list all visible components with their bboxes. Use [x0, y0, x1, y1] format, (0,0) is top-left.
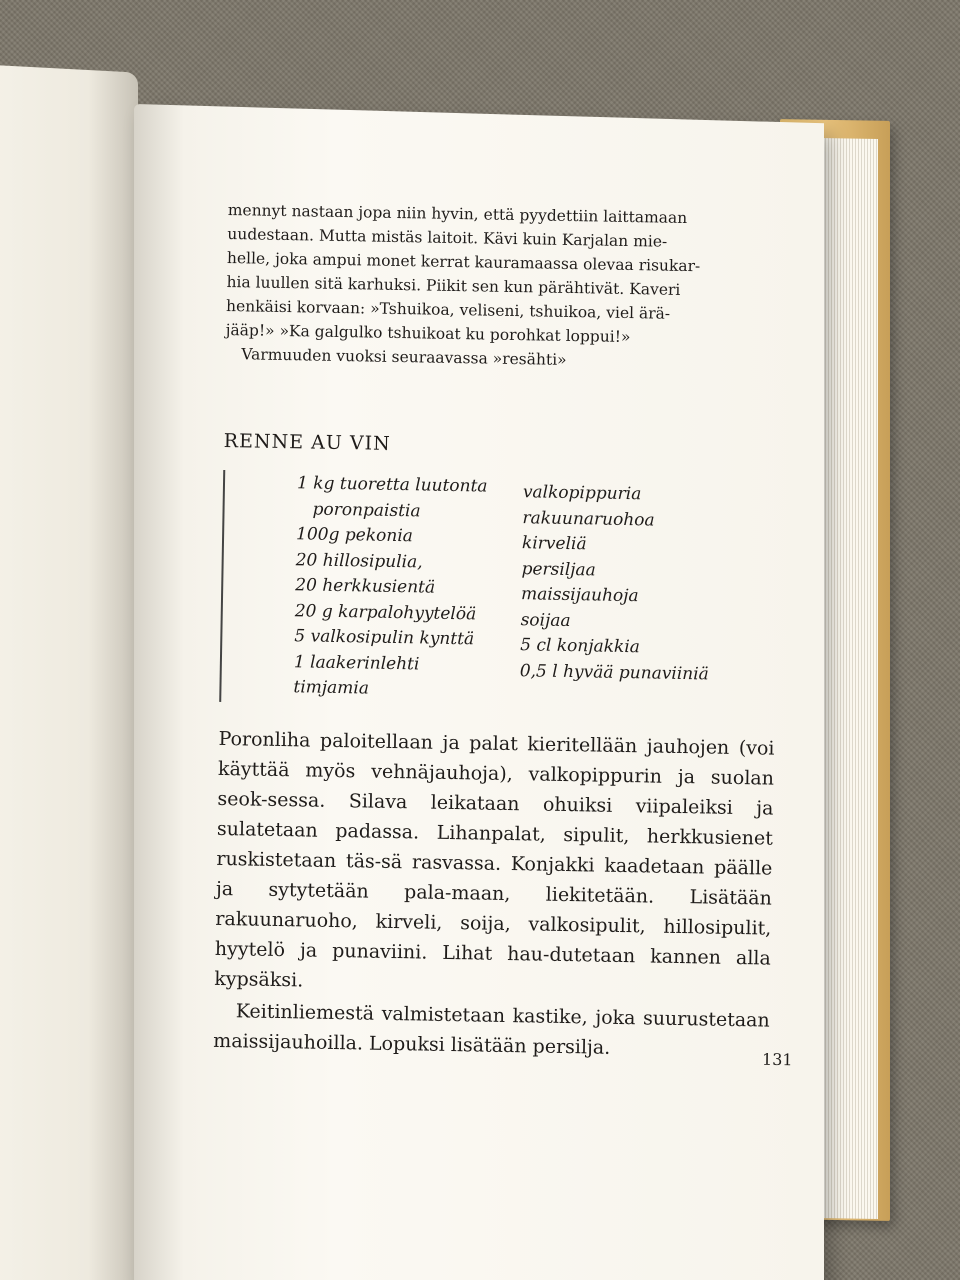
ingredient-item: 5 valkosipulin kynttä: [294, 626, 475, 650]
intro-line: mennyt nastaan jopa niin hyvin, että pyydettiin laittamaan: [227, 200, 688, 228]
ingredient-item: soijaa: [520, 609, 571, 631]
method-text: [213, 724, 775, 1066]
intro-line: jääp!» »Ka galgulko tshuikoat ku porohkat loppui!»: [225, 320, 631, 347]
page-number: 131: [761, 1049, 793, 1070]
intro-line: uudestaan. Mutta mistäs laitoit. Kävi kuin Karjalan mie-: [227, 224, 668, 251]
ingredient-item: 20 hillosipulia,: [295, 549, 423, 572]
intro-paragraph: [225, 198, 728, 375]
ingredient-item: 1 kg tuoretta luutonta: [296, 473, 488, 497]
method-paragraph: Keitinliemestä valmistetaan kastike, joka suurustetaan maissijauhoilla. Lopuksi lisätään persilja.: [213, 1000, 770, 1059]
ingredient-item: timjamia: [293, 677, 370, 699]
ingredient-item: 0,5 l hyvää punaviiniä: [519, 660, 709, 684]
ingredient-item: 20 g karpalohyytelöä: [294, 600, 477, 624]
left-page: [0, 63, 138, 1280]
recipe-title: RENNE AU VIN: [223, 429, 391, 455]
page-content: [213, 198, 775, 1065]
ingredients-column-left: [293, 471, 517, 704]
ingredient-item: persiljaa: [521, 558, 596, 580]
ingredient-item: 1 laakerinlehti: [293, 651, 420, 674]
ingredient-item: rakuunaruohoa: [522, 507, 655, 530]
ingredients-list: [219, 470, 723, 711]
intro-line: helle, joka ampui monet kerrat kauramaassa olevaa risukar-: [226, 248, 701, 276]
ingredient-item: poronpaistia: [312, 499, 421, 521]
method-paragraph: Poronliha paloitellaan ja palat kieritellään jauhojen (voi käyttää myös vehnäjauhoja), valkopippurin ja suolan seok-sessa. Silava leikataan ohuiksi viipaleiksi ja sulatetaan padassa. Lihanpalat, sipulit, herkkusienet ruskistetaan täs-sä rasvassa. Konjakki kaadetaan päälle ja sytytetään pala-maan, liekitetään. Lisätään rakuunaruoho, kirveli, soija, valkosipulit, hillosipulit, hyytelö ja punaviini. Lihat hau-dutetaan kannen alla kypsäksi.: [214, 727, 775, 992]
ingredient-item: maissijauhoja: [520, 584, 639, 607]
ingredient-item: 100g pekonia: [295, 524, 414, 547]
intro-line: hia luullen sitä karhuksi. Piikit sen kun pärähtivät. Kaveri: [226, 272, 681, 299]
ingredient-item: kirveliä: [521, 533, 587, 555]
intro-line: henkäisi korvaan: »Tshuikoa, veliseni, tshuikoa, viel ärä-: [225, 296, 671, 323]
intro-line: Varmuuden vuoksi seuraavassa »resähti»: [241, 345, 567, 369]
ingredient-item: valkopippuria: [522, 482, 642, 505]
ingredients-column-right: [520, 480, 734, 688]
ingredient-item: 20 herkkusientä: [295, 575, 436, 598]
ingredient-item: 5 cl konjakkia: [520, 635, 641, 658]
